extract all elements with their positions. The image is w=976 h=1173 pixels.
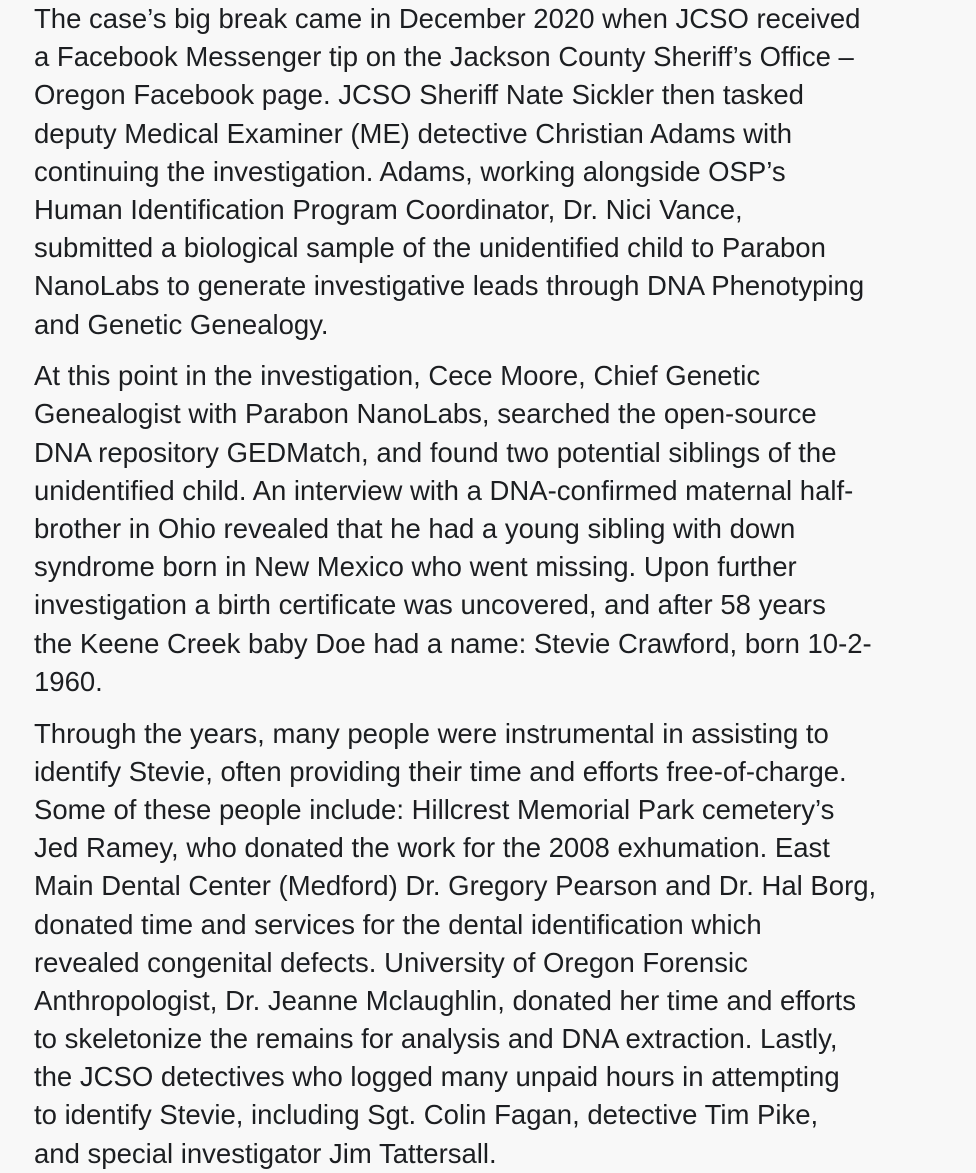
text-line: identify Stevie, often providing their time and efforts free-of-charge.: [34, 755, 847, 787]
text-line: and special investigator Jim Tattersall.: [34, 1137, 497, 1169]
text-line: the Keene Creek baby Doe had a name: Stevie Crawford, born 10-2-: [34, 627, 872, 659]
text-line: investigation a birth certificate was uncovered, and after 58 years: [34, 589, 826, 621]
text-line: Main Dental Center (Medford) Dr. Gregory Pearson and Dr. Hal Borg,: [34, 870, 877, 902]
text-line: revealed congenital defects. University of Oregon Forensic: [34, 946, 748, 978]
paragraph-3: [34, 715, 970, 1173]
text-line: syndrome born in New Mexico who went missing. Upon further: [34, 551, 797, 583]
text-line: Anthropologist, Dr. Jeanne Mclaughlin, donated her time and efforts: [34, 984, 856, 1016]
text-line: and Genetic Genealogy.: [34, 308, 329, 340]
post-body: [34, 0, 970, 1173]
text-line: Some of these people include: Hillcrest Memorial Park cemetery’s: [34, 793, 835, 825]
text-line: the JCSO detectives who logged many unpaid hours in attempting: [34, 1061, 840, 1093]
text-line: submitted a biological sample of the unidentified child to Parabon: [34, 232, 826, 264]
text-line: a Facebook Messenger tip on the Jackson County Sheriff’s Office –: [34, 41, 854, 73]
text-line: 1960.: [34, 665, 103, 697]
paragraph-gap: [34, 701, 970, 715]
paragraph-2: [34, 357, 970, 701]
text-line: to skeletonize the remains for analysis and DNA extraction. Lastly,: [34, 1023, 838, 1055]
text-line: unidentified child. An interview with a DNA-confirmed maternal half-: [34, 474, 854, 506]
text-line: At this point in the investigation, Cece Moore, Chief Genetic: [34, 360, 761, 392]
text-line: DNA repository GEDMatch, and found two potential siblings of the: [34, 436, 837, 468]
text-line: NanoLabs to generate investigative leads through DNA Phenotyping: [34, 270, 865, 302]
text-line: deputy Medical Examiner (ME) detective Christian Adams with: [34, 117, 793, 149]
text-line: Human Identification Program Coordinator, Dr. Nici Vance,: [34, 193, 743, 225]
text-line: Oregon Facebook page. JCSO Sheriff Nate Sickler then tasked: [34, 79, 804, 111]
text-line: Through the years, many people were instrumental in assisting to: [34, 717, 829, 749]
text-line: to identify Stevie, including Sgt. Colin Fagan, detective Tim Pike,: [34, 1099, 819, 1131]
text-line: Jed Ramey, who donated the work for the 2008 exhumation. East: [34, 832, 830, 864]
paragraph-gap: [34, 344, 970, 358]
paragraph-1: [34, 0, 970, 344]
text-line: brother in Ohio revealed that he had a young sibling with down: [34, 513, 796, 545]
text-line: donated time and services for the dental identification which: [34, 908, 762, 940]
text-line: The case’s big break came in December 2020 when JCSO received: [34, 3, 861, 34]
text-line: continuing the investigation. Adams, working alongside OSP’s: [34, 155, 786, 187]
text-line: Genealogist with Parabon NanoLabs, searched the open-source: [34, 398, 817, 430]
